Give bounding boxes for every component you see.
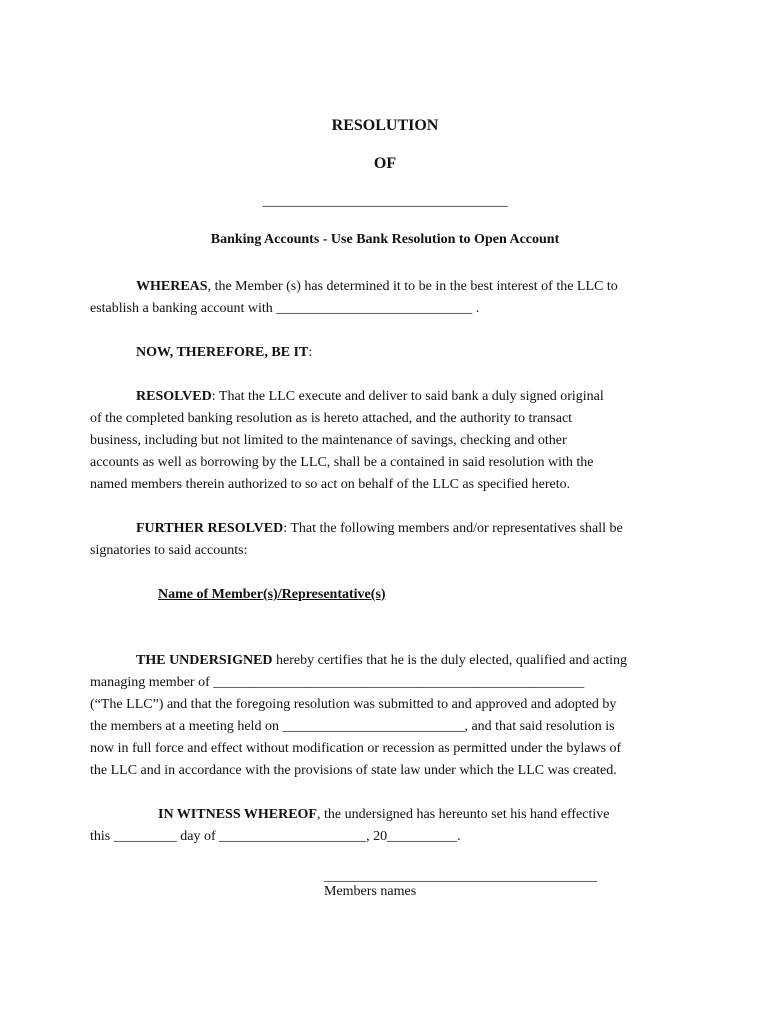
signature-label: Members names xyxy=(324,884,417,899)
whereas-lead: WHEREAS xyxy=(136,279,208,294)
further-resolved-lead: FURTHER RESOLVED xyxy=(136,521,284,536)
members-heading: Name of Member(s)/Representative(s) xyxy=(158,587,386,602)
document-subtitle: Banking Accounts - Use Bank Resolution to Open Account xyxy=(210,232,560,247)
undersigned-line-1 xyxy=(136,650,627,672)
resolved-line-2: of the completed banking resolution as is hereto attached, and the authority to transact xyxy=(90,411,573,426)
document-title: RESOLUTION xyxy=(331,117,439,134)
undersigned-line-5: now in full force and effect without modification or recession as permitted under the bylaws of xyxy=(90,741,622,756)
undersigned-line-2: managing member of _____________________________________________________ xyxy=(90,675,585,690)
resolved-line-3: business, including but not limited to the maintenance of savings, checking and other xyxy=(90,433,567,448)
whereas-text-1: , the Member (s) has determined it to be in the best interest of the LLC to xyxy=(207,279,618,294)
now-therefore-lead: NOW, THEREFORE, BE IT xyxy=(136,345,309,360)
company-name-blank: ___________________________________ xyxy=(262,194,508,209)
witness-text-1: , the undersigned has hereunto set his hand effective xyxy=(316,807,610,822)
further-resolved-text-1: : That the following members and/or representatives shall be xyxy=(283,521,623,536)
whereas-line-1 xyxy=(136,276,618,298)
undersigned-text-1: hereby certifies that he is the duly elected, qualified and acting xyxy=(272,653,628,668)
undersigned-line-6: the LLC and in accordance with the provisions of state law under which the LLC was created. xyxy=(90,763,617,778)
now-therefore-line xyxy=(136,342,312,364)
witness-line-2: this _________ day of _____________________, 20__________. xyxy=(90,829,461,844)
whereas-line-2: establish a banking account with ____________________________ . xyxy=(90,301,480,316)
resolved-line-1 xyxy=(136,386,604,408)
further-resolved-line-1 xyxy=(136,518,623,540)
document-title-of: OF xyxy=(373,155,397,172)
undersigned-line-4: the members at a meeting held on __________________________, and that said resolution is xyxy=(90,719,615,734)
resolved-line-5: named members therein authorized to so act on behalf of the LLC as specified hereto. xyxy=(90,477,571,492)
undersigned-line-3: (“The LLC”) and that the foregoing resolution was submitted to and approved and adopted by xyxy=(90,697,617,712)
witness-line-1 xyxy=(158,804,609,826)
further-resolved-line-2: signatories to said accounts: xyxy=(90,543,248,558)
witness-lead: IN WITNESS WHEREOF xyxy=(158,807,317,822)
now-therefore-tail: : xyxy=(308,345,313,360)
undersigned-lead: THE UNDERSIGNED xyxy=(136,653,273,668)
signature-line: _______________________________________ xyxy=(324,869,597,884)
resolved-lead: RESOLVED xyxy=(136,389,212,404)
resolved-line-4: accounts as well as borrowing by the LLC, shall be a contained in said resolution with the xyxy=(90,455,594,470)
resolved-text-1: : That the LLC execute and deliver to said bank a duly signed original xyxy=(211,389,604,404)
